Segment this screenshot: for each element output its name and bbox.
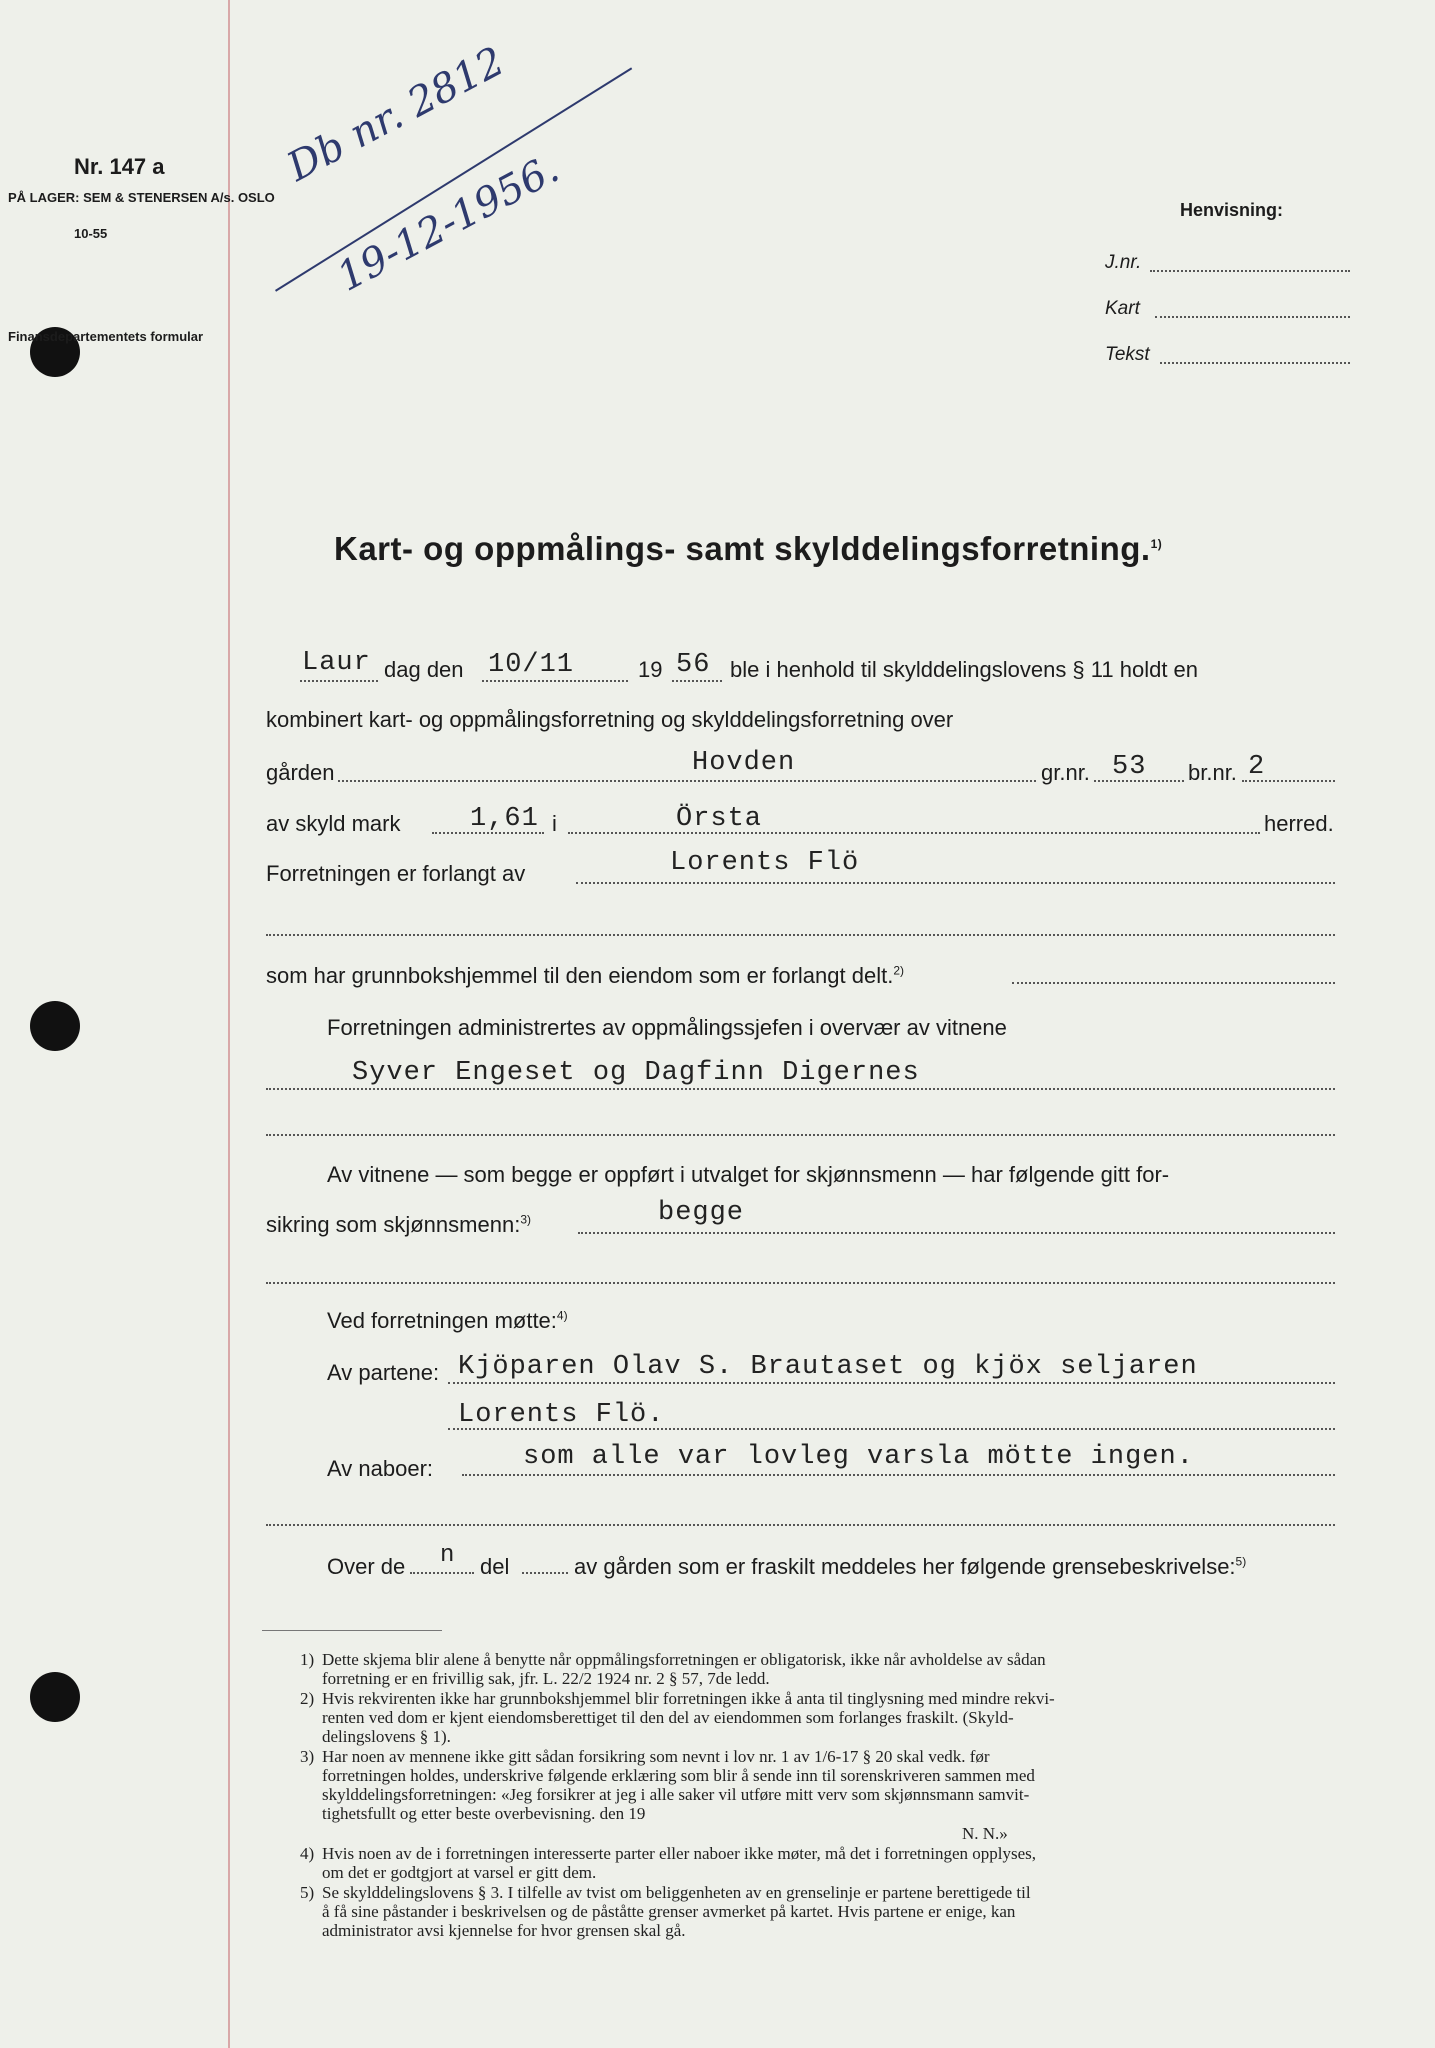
jnr-field [1150, 270, 1350, 272]
boundary-description-label [574, 1554, 1246, 1580]
brnr-label: br.nr. [1188, 760, 1237, 785]
footnote-line: om det er godtgjort at varsel er gitt dem. [322, 1863, 597, 1882]
footnote-line: Se skylddelingslovens § 3. I tilfelle av tvist om beliggenheten av en grenselinje er partene berettigede til [322, 1883, 1031, 1902]
jnr-label: J.nr. [1105, 252, 1142, 273]
neighbours-field [462, 1474, 1335, 1476]
footnote-mark: 3) [300, 1747, 315, 1766]
footnote-line: forretningen holdes, underskrive følgende erklæring som blir å sende inn til sorenskriveren sammen med [322, 1766, 1035, 1785]
footnote-line: renten ved dom er kjent eiendomsberettiget til den del av eiendommen som forlanges fraskilt. (Skyld- [322, 1708, 1014, 1727]
year-field [672, 680, 722, 682]
footnote-line: Hvis rekvirenten ikke har grunnbokshjemmel blir forretningen ikke å anta til tinglysning med mindre rekvi- [322, 1689, 1055, 1708]
footnote-mark: 2) [300, 1689, 315, 1708]
title-text: Kart- og oppmålings- samt skylddelingsforretning. [334, 530, 1151, 567]
attended-label [327, 1308, 568, 1334]
brnr-value: 2 [1248, 752, 1266, 782]
administration-text: Forretningen administrertes av oppmålingssjefen i overvær av vitnene [327, 1015, 1007, 1040]
footnote [300, 1650, 1330, 1688]
title-holder-footnote: 2) [893, 963, 904, 978]
kart-field [1155, 316, 1350, 318]
over-n-field [410, 1572, 474, 1574]
kart-label: Kart [1105, 298, 1140, 319]
boundary-description-footnote: 5) [1235, 1554, 1247, 1569]
neighbours-label: Av naboer: [327, 1456, 434, 1481]
supplier-line: PÅ LAGER: SEM & STENERSEN A/s. OSLO [8, 190, 275, 205]
parties-value-line1: Kjöparen Olav S. Brautaset og kjöx seljaren [458, 1352, 1198, 1382]
attended-footnote: 4) [556, 1308, 568, 1323]
witnesses-value: Syver Engeset og Dagfinn Digernes [352, 1058, 920, 1088]
footnote-line: forretning er en frivillig sak, jfr. L. 22/2 1924 nr. 2 § 57, 7de ledd. [322, 1669, 770, 1688]
stamp-number: Db nr. 2812 [280, 38, 512, 191]
witnesses-field [266, 1088, 1335, 1090]
grnr-field [1094, 780, 1184, 782]
footnote-line: Har noen av mennene ikke gitt sådan forsikring som nevnt i lov nr. 1 av 1/6-17 § 20 skal vedk. før [322, 1747, 990, 1766]
tekst-field [1160, 362, 1350, 364]
footnote-line: skylddelingsforretningen: «Jeg forsikrer at jeg i alle saker vil utføre mitt verv som skjønnsmann samvit- [322, 1785, 1030, 1804]
skyld-label: av skyld mark [266, 811, 401, 836]
over-del-field [522, 1572, 568, 1574]
reference-heading: Henvisning: [1180, 200, 1284, 220]
brnr-field [1242, 780, 1335, 782]
footnote-mark: 1) [300, 1650, 315, 1669]
witness-assurance-value: begge [658, 1198, 745, 1228]
grnr-value: 53 [1112, 752, 1147, 782]
attended-text: Ved forretningen møtte: [327, 1308, 557, 1333]
requester-value: Lorents Flö [670, 848, 860, 878]
witness-assurance-line2 [266, 1212, 531, 1238]
witness-assurance-footnote: 3) [520, 1212, 531, 1227]
title-footnote-mark: 1) [1150, 537, 1163, 551]
parties-field [448, 1382, 1335, 1384]
requester-field-extra [266, 934, 1335, 936]
document-title [334, 530, 1162, 568]
skyld-field [432, 832, 544, 834]
footnote-line: Dette skjema blir alene å benytte når oppmålingsforretningen er obligatorisk, ikke når avholdelse av sådan [322, 1650, 1046, 1669]
form-number: Nr. 147 a [74, 154, 165, 179]
year-value: 56 [676, 650, 711, 680]
farm-field [338, 780, 1036, 782]
neighbours-value: som alle var lovleg varsla mötte ingen. [523, 1442, 1194, 1472]
footnote-line: N. N.» [962, 1824, 1008, 1843]
title-holder-field [1012, 982, 1335, 984]
witness-assurance-line1: Av vitnene — som begge er oppført i utvalget for skjønnsmenn — har følgende gitt for- [327, 1162, 1170, 1187]
parties-label: Av partene: [327, 1360, 440, 1385]
herred-label: herred. [1264, 811, 1334, 836]
footnote-mark: 5) [300, 1883, 315, 1902]
municipality-field [568, 832, 1260, 834]
year-prefix: 19 [638, 657, 663, 682]
garden-label: gården [266, 760, 335, 785]
date-value: 10/11 [488, 650, 575, 680]
punch-hole-icon [30, 1001, 80, 1051]
requester-field [576, 882, 1335, 884]
witnesses-field-extra [266, 1134, 1335, 1136]
footnote-separator [262, 1630, 442, 1631]
registration-stamp [270, 40, 690, 330]
punch-hole-icon [30, 1672, 80, 1722]
over-n-value: n [440, 1542, 456, 1569]
footnote-mark: 4) [300, 1844, 315, 1863]
footnote [300, 1747, 1330, 1823]
date-code: 10-55 [74, 226, 108, 241]
footnote-line: Hvis noen av de i forretningen interesserte parter eller naboer ikke møter, må det i forretningen opplyses, [322, 1844, 1037, 1863]
over-de-label: Over de [327, 1554, 406, 1579]
footnote [300, 1689, 1330, 1746]
farm-name: Hovden [692, 748, 796, 778]
line2-text: kombinert kart- og oppmålingsforretning og skylddelingsforretning over [266, 707, 954, 732]
footnote-line: tighetsfullt og etter beste overbevisning. den 19 [322, 1804, 646, 1823]
over-del-label: del [480, 1554, 510, 1579]
footnote [300, 1883, 1330, 1940]
stamp-date: 19-12-1956. [330, 145, 567, 301]
parties-field-2 [448, 1428, 1335, 1430]
footnote [300, 1824, 1330, 1843]
parties-value-line2: Lorents Flö. [458, 1400, 665, 1430]
footnotes [300, 1650, 1330, 1941]
title-holder-label: som har grunnbokshjemmel til den eiendom som er forlangt delt. [266, 963, 894, 988]
requested-by-label: Forretningen er forlangt av [266, 861, 526, 886]
skyld-value: 1,61 [470, 804, 539, 834]
i-label: i [552, 811, 557, 836]
footnote-line: å få sine påstander i beskrivelsen og de påståtte grenser avmerket på kartet. Hvis partene er enige, kan [322, 1902, 1016, 1921]
ministry-label: Finansdepartementets formular [8, 329, 204, 344]
margin-line [228, 0, 230, 2048]
date-field [482, 680, 628, 682]
witness-assurance-field [578, 1232, 1335, 1234]
line1-text: ble i henhold til skylddelingslovens § 11 holdt en [730, 657, 1199, 682]
dag-den-label: dag den [384, 657, 464, 682]
title-holder-text [266, 963, 904, 989]
municipality-value: Örsta [676, 804, 763, 834]
neighbours-field-extra [266, 1524, 1335, 1526]
footnote-line: delingslovens § 1). [322, 1727, 451, 1746]
tekst-label: Tekst [1105, 344, 1150, 365]
witness-assurance-field-extra [266, 1282, 1335, 1284]
witness-assurance-label: sikring som skjønnsmenn: [266, 1212, 521, 1237]
footnote-line: administrator avsi kjennelse for hvor grensen skal gå. [322, 1921, 686, 1940]
grnr-label: gr.nr. [1041, 760, 1090, 785]
boundary-description-text: av gården som er fraskilt meddeles her følgende grensebeskrivelse: [574, 1554, 1236, 1579]
weekday-value: Laur [302, 648, 371, 678]
footnote [300, 1844, 1330, 1882]
weekday-field [300, 680, 378, 682]
